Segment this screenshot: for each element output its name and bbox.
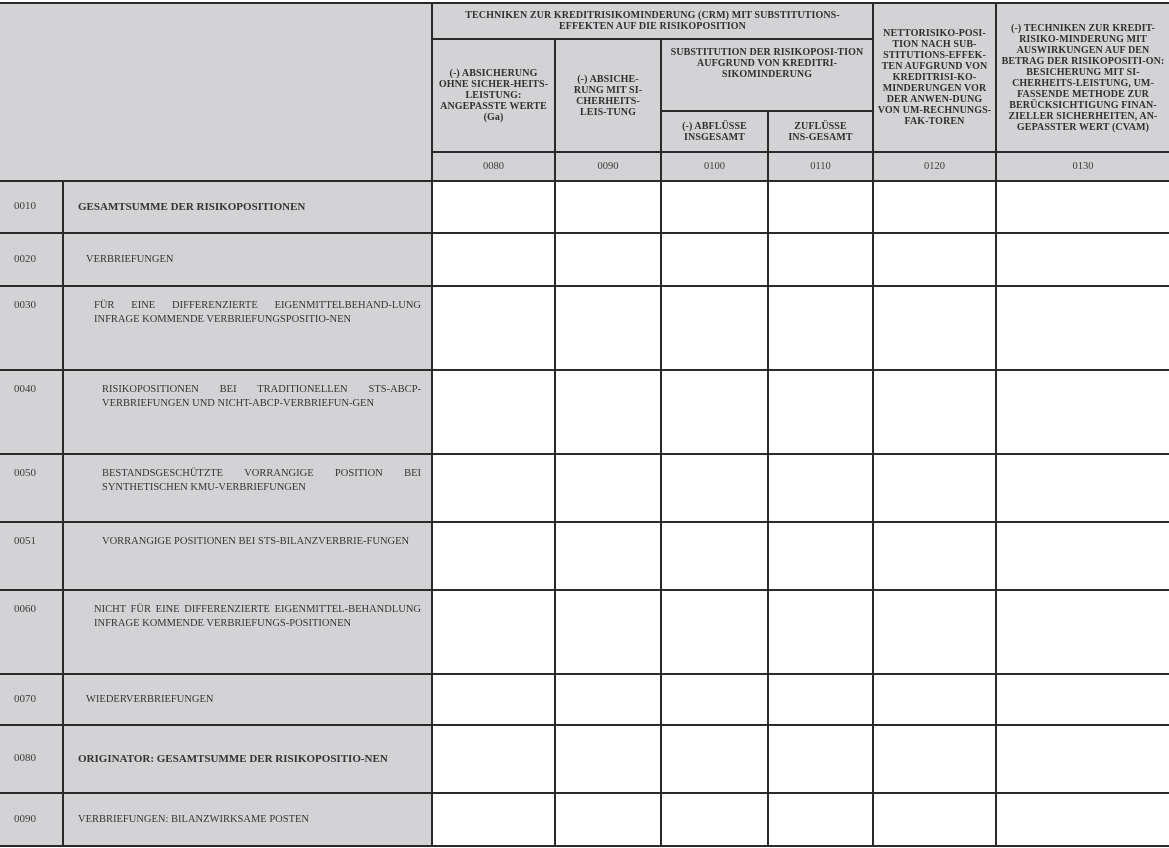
row-code: 0010 — [0, 182, 62, 232]
data-cell-0110[interactable] — [769, 287, 872, 369]
data-cell-0080[interactable] — [433, 794, 554, 845]
col-code-0100: 0100 — [662, 153, 767, 180]
data-cell-0080[interactable] — [433, 591, 554, 673]
grid-hline — [0, 724, 1169, 726]
data-cell-0090[interactable] — [556, 675, 660, 724]
col-code-0080: 0080 — [433, 153, 554, 180]
row-label: GESAMTSUMME DER RISIKOPOSITIONEN — [64, 182, 431, 232]
data-cell-0090[interactable] — [556, 591, 660, 673]
data-cell-0130[interactable] — [997, 794, 1169, 845]
row-label: VERBRIEFUNGEN: BILANZWIRKSAME POSTEN — [64, 794, 431, 845]
row-code: 0030 — [0, 287, 62, 369]
data-cell-0080[interactable] — [433, 371, 554, 453]
data-cell-0120[interactable] — [874, 455, 995, 521]
data-cell-0090[interactable] — [556, 523, 660, 589]
data-cell-0130[interactable] — [997, 455, 1169, 521]
header-group-substitution: SUBSTITUTION DER RISIKOPOSI-TION AUFGRUND VON KREDITRI-SIKOMINDERUNG — [662, 40, 872, 110]
data-cell-0090[interactable] — [556, 726, 660, 792]
header-col-0110: ZUFLÜSSE INS-GESAMT — [769, 112, 872, 151]
row-label: VERBRIEFUNGEN — [64, 234, 431, 285]
data-cell-0110[interactable] — [769, 726, 872, 792]
data-cell-0120[interactable] — [874, 182, 995, 232]
row-label: WIEDERVERBRIEFUNGEN — [64, 675, 431, 724]
row-code: 0060 — [0, 591, 62, 673]
data-cell-0080[interactable] — [433, 523, 554, 589]
data-cell-0120[interactable] — [874, 371, 995, 453]
grid-vline — [554, 38, 556, 847]
data-cell-0090[interactable] — [556, 234, 660, 285]
data-cell-0100[interactable] — [662, 523, 767, 589]
data-cell-0130[interactable] — [997, 523, 1169, 589]
data-cell-0130[interactable] — [997, 675, 1169, 724]
header-corner — [0, 4, 431, 180]
data-cell-0120[interactable] — [874, 523, 995, 589]
data-cell-0130[interactable] — [997, 182, 1169, 232]
data-cell-0080[interactable] — [433, 675, 554, 724]
data-cell-0090[interactable] — [556, 287, 660, 369]
header-col-0120: NETTORISIKO-POSI-TION NACH SUB-STITUTIONS-EFFEK-TEN AUFGRUND VON KREDITRISI-KO-MINDERUNGEN VOR DER ANWEN-DUNG VON UM-RECHNUNGS-FAK-TOREN — [874, 4, 995, 151]
grid-hline — [0, 2, 1169, 4]
grid-hline — [431, 38, 872, 40]
data-cell-0110[interactable] — [769, 234, 872, 285]
data-cell-0090[interactable] — [556, 794, 660, 845]
grid-hline — [0, 792, 1169, 794]
data-cell-0120[interactable] — [874, 726, 995, 792]
row-label: ORIGINATOR: GESAMTSUMME DER RISIKOPOSITIO-NEN — [64, 726, 431, 792]
data-cell-0100[interactable] — [662, 794, 767, 845]
grid-hline — [0, 180, 1169, 182]
row-code: 0070 — [0, 675, 62, 724]
data-cell-0130[interactable] — [997, 287, 1169, 369]
row-code: 0090 — [0, 794, 62, 845]
data-cell-0110[interactable] — [769, 675, 872, 724]
grid-vline — [431, 2, 433, 847]
row-label: VORRANGIGE POSITIONEN BEI STS-BILANZVERBRIE-FUNGEN — [64, 523, 431, 589]
data-cell-0120[interactable] — [874, 287, 995, 369]
data-cell-0120[interactable] — [874, 591, 995, 673]
grid-hline — [0, 673, 1169, 675]
grid-vline — [872, 2, 874, 847]
data-cell-0110[interactable] — [769, 455, 872, 521]
header-col-0080: (-) ABSICHERUNG OHNE SICHER-HEITS-LEISTUNG: ANGEPASSTE WERTE (Ga) — [433, 40, 554, 151]
data-cell-0130[interactable] — [997, 371, 1169, 453]
row-code: 0020 — [0, 234, 62, 285]
row-code: 0040 — [0, 371, 62, 453]
data-cell-0080[interactable] — [433, 455, 554, 521]
grid-hline — [0, 521, 1169, 523]
row-code: 0080 — [0, 726, 62, 792]
data-cell-0110[interactable] — [769, 523, 872, 589]
data-cell-0090[interactable] — [556, 455, 660, 521]
col-code-0110: 0110 — [769, 153, 872, 180]
grid-hline — [0, 845, 1169, 847]
data-cell-0110[interactable] — [769, 591, 872, 673]
data-cell-0100[interactable] — [662, 726, 767, 792]
data-cell-0100[interactable] — [662, 371, 767, 453]
row-code: 0051 — [0, 523, 62, 589]
data-cell-0120[interactable] — [874, 675, 995, 724]
grid-hline — [0, 453, 1169, 455]
data-cell-0100[interactable] — [662, 287, 767, 369]
grid-hline — [0, 232, 1169, 234]
row-code: 0050 — [0, 455, 62, 521]
grid-vline — [62, 180, 64, 847]
grid-hline — [660, 110, 872, 112]
data-cell-0090[interactable] — [556, 371, 660, 453]
header-col-0090: (-) ABSICHE-RUNG MIT SI-CHERHEITS-LEIS-TUNG — [556, 40, 660, 151]
grid-hline — [431, 151, 1169, 153]
data-cell-0100[interactable] — [662, 234, 767, 285]
data-cell-0130[interactable] — [997, 726, 1169, 792]
data-cell-0100[interactable] — [662, 182, 767, 232]
row-label: RISIKOPOSITIONEN BEI TRADITIONELLEN STS-ABCP-VERBRIEFUNGEN UND NICHT-ABCP-VERBRIEFUN-GEN — [64, 371, 431, 453]
grid-hline — [0, 369, 1169, 371]
row-label: BESTANDSGESCHÜTZTE VORRANGIGE POSITION BEI SYNTHETISCHEN KMU-VERBRIEFUNGEN — [64, 455, 431, 521]
grid-hline — [0, 285, 1169, 287]
data-cell-0110[interactable] — [769, 371, 872, 453]
header-group-crm: TECHNIKEN ZUR KREDITRISIKOMINDERUNG (CRM) MIT SUBSTITUTIONS-EFFEKTEN AUF DIE RISIKOPOSITION — [433, 4, 872, 38]
data-cell-0090[interactable] — [556, 182, 660, 232]
col-code-0120: 0120 — [874, 153, 995, 180]
data-cell-0100[interactable] — [662, 675, 767, 724]
data-cell-0110[interactable] — [769, 794, 872, 845]
data-cell-0080[interactable] — [433, 287, 554, 369]
data-cell-0130[interactable] — [997, 591, 1169, 673]
header-col-0130: (-) TECHNIKEN ZUR KREDIT-RISIKO-MINDERUNG MIT AUSWIRKUNGEN AUF DEN BETRAG DER RISIKOPOSITI-ON: BESICHERUNG MIT SI-CHERHEITS-LEISTUNG, UM-FASSENDE METHODE ZUR BERÜCKSICHTIGUNG FINAN-ZIELLER SICHERHEITEN, AN-GEPASSTER WERT (CVAM) — [997, 4, 1169, 151]
data-cell-0080[interactable] — [433, 234, 554, 285]
data-cell-0110[interactable] — [769, 182, 872, 232]
data-cell-0080[interactable] — [433, 726, 554, 792]
grid-vline — [767, 110, 769, 847]
row-label: NICHT FÜR EINE DIFFERENZIERTE EIGENMITTEL-BEHANDLUNG INFRAGE KOMMENDE VERBRIEFUNGS-POSITIONEN — [64, 591, 431, 673]
col-code-0090: 0090 — [556, 153, 660, 180]
grid-hline — [0, 589, 1169, 591]
data-cell-0100[interactable] — [662, 455, 767, 521]
grid-vline — [660, 38, 662, 847]
data-cell-0120[interactable] — [874, 234, 995, 285]
data-cell-0120[interactable] — [874, 794, 995, 845]
data-cell-0100[interactable] — [662, 591, 767, 673]
data-cell-0080[interactable] — [433, 182, 554, 232]
grid-vline — [995, 2, 997, 847]
header-col-0100: (-) ABFLÜSSE INSGESAMT — [662, 112, 767, 151]
row-label: FÜR EINE DIFFERENZIERTE EIGENMITTELBEHAND-LUNG INFRAGE KOMMENDE VERBRIEFUNGSPOSITIO-NEN — [64, 287, 431, 369]
col-code-0130: 0130 — [997, 153, 1169, 180]
data-cell-0130[interactable] — [997, 234, 1169, 285]
